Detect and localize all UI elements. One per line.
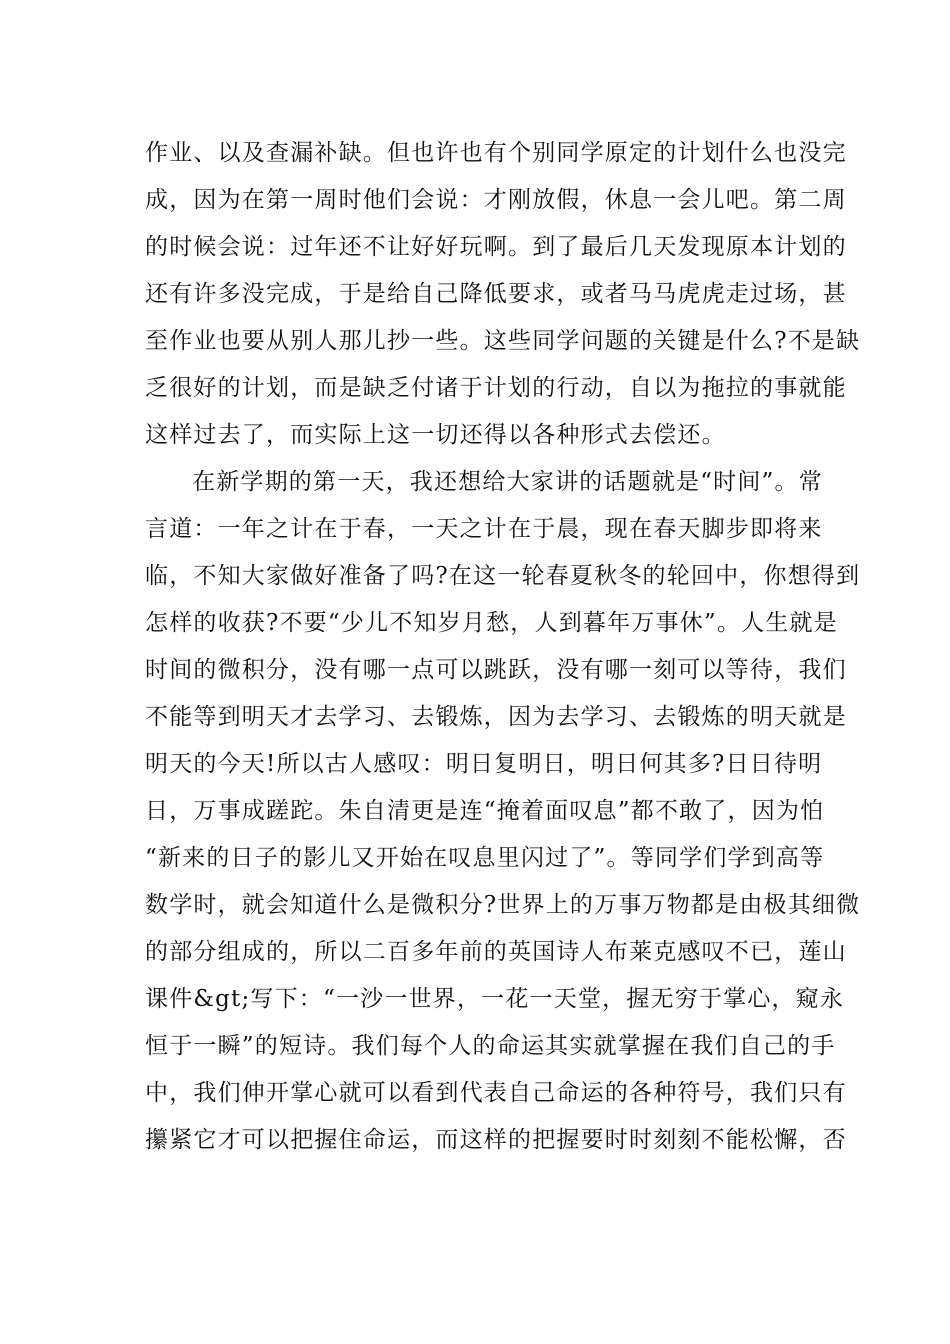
paragraph-2-line-13: 恒于一瞬”的短诗。我们每个人的命运其实就掌握在我们自己的手 [145, 1033, 836, 1059]
paragraph-2-line-9: “新来的日子的影儿又开始在叹息里闪过了”。等同学们学到高等 [145, 845, 825, 871]
paragraph-2-line-3: 临，不知大家做好准备了吗?在这一轮春夏秋冬的轮回中，你想得到 [145, 563, 861, 589]
paragraph-2-line-10: 数学时，就会知道什么是微积分?世界上的万事万物都是由极其细微 [145, 892, 861, 918]
paragraph-1-line-1: 作业、以及查漏补缺。但也许也有个别同学原定的计划什么也没完 [145, 140, 847, 166]
paragraph-2-line-15: 攥紧它才可以把握住命运，而这样的把握要时时刻刻不能松懈，否 [145, 1127, 847, 1153]
paragraph-1-line-7: 这样过去了，而实际上这一切还得以各种形式去偿还。 [145, 422, 726, 448]
paragraph-1-line-3: 的时候会说：过年还不让好好玩啊。到了最后几天发现原本计划的 [145, 234, 847, 260]
paragraph-1-line-6: 乏很好的计划，而是缺乏付诸于计划的行动，自以为拖拉的事就能 [145, 375, 847, 401]
paragraph-2-line-8: 日，万事成蹉跎。朱自清更是连“掩着面叹息”都不敢了，因为怕 [145, 798, 825, 824]
paragraph-1-line-2: 成，因为在第一周时他们会说：才刚放假，休息一会儿吧。第二周 [145, 187, 847, 213]
paragraph-2-line-1: 在新学期的第一天，我还想给大家讲的话题就是“时间”。常 [192, 469, 823, 495]
paragraph-2-line-4: 怎样的收获?不要“少儿不知岁月愁，人到暮年万事休”。人生就是 [145, 610, 838, 636]
paragraph-2-line-2: 言道：一年之计在于春，一天之计在于晨，现在春天脚步即将来 [145, 516, 823, 542]
paragraph-2-line-5: 时间的微积分，没有哪一点可以跳跃，没有哪一刻可以等待，我们 [145, 657, 847, 683]
paragraph-2-line-6: 不能等到明天才去学习、去锻炼，因为去学习、去锻炼的明天就是 [145, 704, 847, 730]
paragraph-2-line-14: 中，我们伸开掌心就可以看到代表自己命运的各种符号，我们只有 [145, 1080, 847, 1106]
paragraph-1-line-5: 至作业也要从别人那儿抄一些。这些同学问题的关键是什么?不是缺 [145, 328, 861, 354]
paragraph-1-line-4: 还有许多没完成，于是给自己降低要求，或者马马虎虎走过场，甚 [145, 281, 847, 307]
paragraph-2-line-7: 明天的今天!所以古人感叹：明日复明日，明日何其多?日日待明 [145, 751, 823, 777]
paragraph-2-line-12: 课件&gt;写下：“一沙一世界，一花一天堂，握无穷于掌心，窥永 [145, 986, 845, 1012]
paragraph-2-line-11: 的部分组成的，所以二百多年前的英国诗人布莱克感叹不已，莲山 [145, 939, 847, 965]
